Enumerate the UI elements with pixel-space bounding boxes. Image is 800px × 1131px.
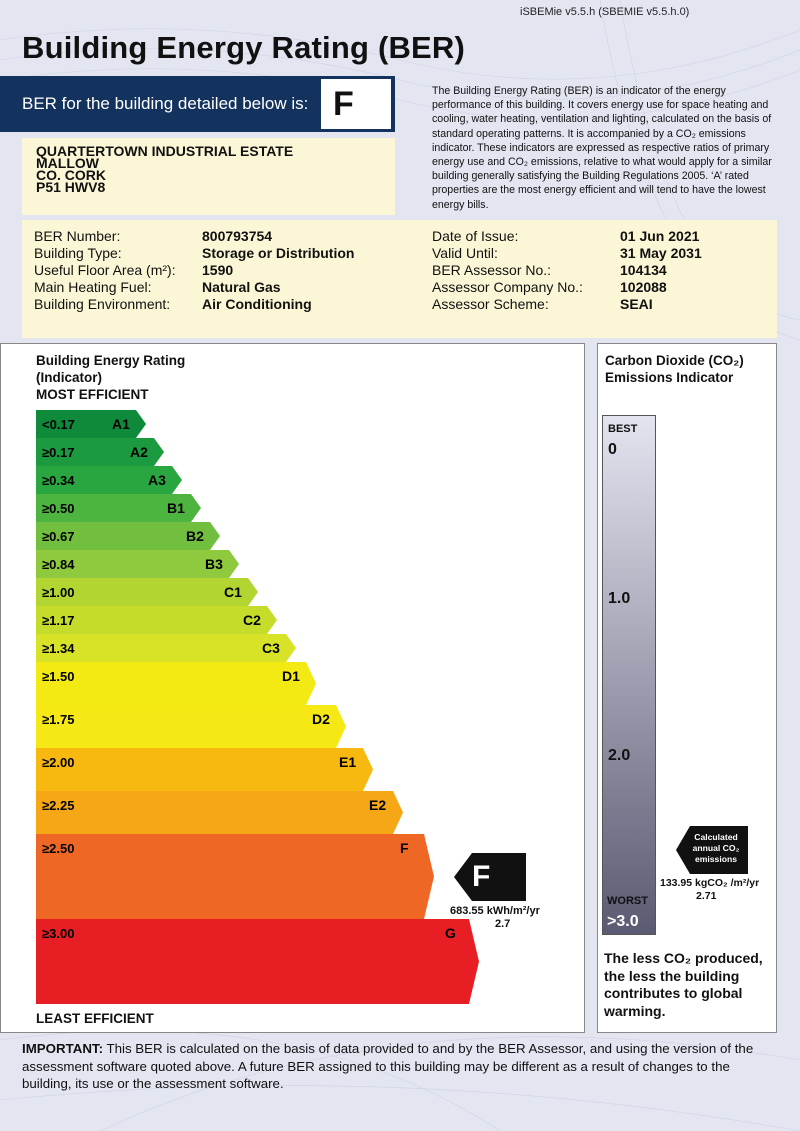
assessor-scheme-value: SEAI xyxy=(620,296,653,312)
rating-band-range: ≥0.84 xyxy=(42,557,75,572)
rating-indicator-grade: F xyxy=(472,860,491,893)
valid-until-label: Valid Until: xyxy=(432,245,498,261)
calc-line: emissions xyxy=(694,854,738,864)
calc-line: Calculated xyxy=(694,832,738,842)
rating-band-f xyxy=(36,834,434,919)
floor-area-label: Useful Floor Area (m²): xyxy=(34,262,176,278)
co2-tick-2: 2.0 xyxy=(608,747,631,764)
rating-band-c3 xyxy=(36,634,296,662)
heading-line: (Indicator) xyxy=(36,370,102,385)
most-efficient-label: MOST EFFICIENT xyxy=(36,387,149,402)
rating-band-range: ≥2.00 xyxy=(42,755,75,770)
rating-band-range: ≥0.67 xyxy=(42,529,75,544)
rating-band-grade: B1 xyxy=(167,500,185,516)
important-text: This BER is calculated on the basis of data provided to and by the BER Assessor, and using the version of the assessment software quoted above. A future BER assigned to this building may be different as a result of changes to the building, its use or the assessment software. xyxy=(22,1041,754,1091)
date-of-issue-label: Date of Issue: xyxy=(432,228,519,244)
rating-band-d1 xyxy=(36,662,316,705)
ber-description: The Building Energy Rating (BER) is an indicator of the energy performance of this building. It covers energy use for space heating and cooling, water heating, ventilation and lighting, calculated on the basis of standard operating patterns. It is accompanied by a CO₂ emissions indicator. These indicators are expressed as respective ratios of primary energy use and CO₂ emissions, relative to what would apply for a similar building generally satisfying the Building Regulations 2005. ‘A’ rated properties are the most energy efficient and will tend to have the lowest energy bills. xyxy=(432,85,772,211)
ber-banner-label: BER for the building detailed below is: xyxy=(22,94,309,113)
co2-ratio: 2.71 xyxy=(696,890,717,902)
rating-band-grade: F xyxy=(400,840,409,856)
important-notice xyxy=(22,1040,782,1093)
heating-fuel-value: Natural Gas xyxy=(202,279,281,295)
rating-band-grade: A3 xyxy=(148,472,166,488)
rating-band-grade: E2 xyxy=(369,797,387,813)
rating-band-range: ≥0.50 xyxy=(42,501,75,516)
building-environment-label: Building Environment: xyxy=(34,296,171,312)
rating-band-grade: A1 xyxy=(112,416,130,432)
ber-number-label: BER Number: xyxy=(34,228,121,244)
page-title: Building Energy Rating (BER) xyxy=(22,30,466,65)
rating-band-range: ≥2.50 xyxy=(42,841,75,856)
co2-worst-label: WORST xyxy=(607,895,648,907)
rating-band-range: ≥1.17 xyxy=(42,613,75,628)
rating-band-range: ≥0.34 xyxy=(42,473,75,488)
rating-band-range: ≥3.00 xyxy=(42,926,75,941)
heading-line: Carbon Dioxide (CO₂) xyxy=(605,353,744,368)
address-line: QUARTERTOWN INDUSTRIAL ESTATE xyxy=(36,143,294,159)
rating-band-g xyxy=(36,919,479,1004)
rating-band-range: ≥0.17 xyxy=(42,445,75,460)
rating-band-range: ≥1.75 xyxy=(42,712,75,727)
energy-rating-heading xyxy=(36,352,185,403)
rating-band-grade: C2 xyxy=(243,612,261,628)
co2-tick-0: 0 xyxy=(608,441,617,458)
rating-band-e2 xyxy=(36,791,403,834)
energy-ratio-value: 2.7 xyxy=(495,918,511,930)
address-line: MALLOW xyxy=(36,155,99,171)
co2-value: 133.95 kgCO₂ /m²/yr xyxy=(660,877,760,889)
ber-number-value: 800793754 xyxy=(202,228,273,244)
rating-band-grade: D1 xyxy=(282,668,300,684)
co2-tick-1: 1.0 xyxy=(608,590,631,607)
assessor-scheme-label: Assessor Scheme: xyxy=(432,296,549,312)
building-environment-value: Air Conditioning xyxy=(202,296,312,312)
heading-line: Emissions Indicator xyxy=(605,370,734,385)
date-of-issue-value: 01 Jun 2021 xyxy=(620,228,700,244)
co2-tick-3: >3.0 xyxy=(607,913,639,930)
energy-use-value: 683.55 kWh/m²/yr xyxy=(450,905,540,917)
co2-best-label: BEST xyxy=(608,423,638,435)
heating-fuel-label: Main Heating Fuel: xyxy=(34,279,152,295)
valid-until-value: 31 May 2031 xyxy=(620,245,702,261)
calc-line: annual CO₂ xyxy=(692,843,740,853)
building-type-value: Storage or Distribution xyxy=(202,245,355,261)
important-label: IMPORTANT: xyxy=(22,1041,104,1056)
rating-band-d2 xyxy=(36,705,346,748)
heading-line: Building Energy Rating xyxy=(36,353,186,368)
rating-band-range: ≥1.00 xyxy=(42,585,75,600)
co2-scale-bar xyxy=(602,415,656,935)
rating-band-range: ≥2.25 xyxy=(42,798,75,813)
rating-band-grade: C3 xyxy=(262,640,280,656)
co2-note: The less CO₂ produced, the less the building contributes to global warming. xyxy=(604,950,763,1019)
rating-band-grade: A2 xyxy=(130,444,148,460)
rating-band-range: ≥1.50 xyxy=(42,669,75,684)
rating-band-e1 xyxy=(36,748,373,791)
rating-band-grade: E1 xyxy=(339,754,357,770)
rating-band-grade: B3 xyxy=(205,556,223,572)
ber-rating-box: F xyxy=(320,78,392,130)
co2-heading xyxy=(605,352,744,386)
building-details xyxy=(22,220,777,338)
rating-band-grade: G xyxy=(445,925,456,941)
address-line: CO. CORK xyxy=(36,167,106,183)
rating-band-range: ≥1.34 xyxy=(42,641,75,656)
assessor-company-label: Assessor Company No.: xyxy=(432,279,583,295)
software-version: iSBEMie v5.5.h (SBEMIE v5.5.h.0) xyxy=(520,6,690,18)
co2-calc-label xyxy=(688,832,744,865)
rating-band-grade: D2 xyxy=(312,711,330,727)
address xyxy=(36,145,293,193)
rating-bands xyxy=(0,400,560,1020)
least-efficient-label: LEAST EFFICIENT xyxy=(36,1011,154,1026)
address-line: P51 HWV8 xyxy=(36,179,106,195)
rating-band-range: <0.17 xyxy=(42,417,75,432)
assessor-no-value: 104134 xyxy=(620,262,667,278)
rating-band-grade: B2 xyxy=(186,528,204,544)
assessor-company-value: 102088 xyxy=(620,279,667,295)
floor-area-value: 1590 xyxy=(202,262,234,278)
building-type-label: Building Type: xyxy=(34,245,122,261)
rating-band-grade: C1 xyxy=(224,584,242,600)
assessor-no-label: BER Assessor No.: xyxy=(432,262,552,278)
